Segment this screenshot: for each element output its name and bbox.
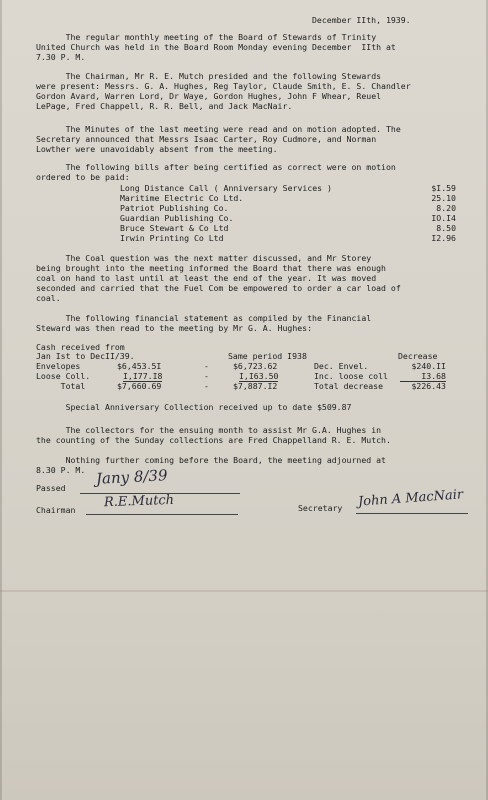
fin-same-period-heading: Same period I938 [228,351,307,361]
fin-heading: Jan Ist to DecII/39. [36,351,135,361]
fin-row-label: Total [36,381,86,391]
bill-name: Guardian Publishing Co. [120,213,234,223]
special-collection: Special Anniversary Collection received up to date $509.87 [36,402,352,412]
fin-row-change: $226.43 [411,381,446,391]
fin-row-change: I3.68 [400,371,446,382]
bill-amount: 8.20 [436,203,456,213]
para3-line: Lowther were unavoidably absent from the meeting. [36,144,278,154]
paper-fold [0,590,488,592]
fin-row-desc: Inc. loose coll [314,371,388,381]
bill-amount: 8.50 [436,223,456,233]
bill-name: Maritime Electric Co Ltd. [120,193,244,203]
para6-line: The following financial statement as compiled by the Financial [36,313,372,323]
bill-name: Bruce Stewart & Co Ltd [120,223,229,233]
bill-amount: 25.10 [431,193,456,203]
fin-row-dash: - [204,371,209,381]
para3-line: Secretary announced that Messrs Isaac Carter, Roy Cudmore, and Norman [36,134,377,144]
para8-line: Nothing further coming before the Board, the meeting adjourned at [36,455,386,465]
fin-row-change: $240.II [411,361,446,371]
fin-row-current: $6,453.5I [117,361,162,371]
bill-amount: IO.I4 [431,213,456,223]
para4-line: The following bills after being certified as correct were on motion [36,162,396,172]
passed-label: Passed [36,483,66,493]
para1-line: United Church was held in the Board Room Monday evening December IIth at [36,42,396,52]
fin-row-previous: I,I63.50 [239,371,279,381]
chairman-label: Chairman [36,505,76,515]
fin-row-dash: - [204,381,209,391]
bill-amount: $I.59 [431,183,456,193]
para7-line: the counting of the Sunday collections are Fred Chappelland R. E. Mutch. [36,435,391,445]
para8-line: 8.30 P. M. [36,465,86,475]
secretary-label: Secretary [298,503,343,513]
para5-line: seconded and carried that the Fuel Com be empowered to order a car load of [36,283,401,293]
page-left-edge [0,0,2,800]
para2-line: Gordon Avard, Warren Lord, Dr Waye, Gordon Hughes, John F Whear, Reuel [36,91,382,101]
fin-row-desc: Total decrease [314,381,384,391]
para1-line: 7.30 P. M. [36,52,86,62]
chairman-signature: R.E.Mutch [103,492,175,511]
para2-line: The Chairman, Mr R. E. Mutch presided and the following Stewards [36,71,382,81]
para5-line: being brought into the meeting informed the Board that there was enough [36,263,386,273]
bill-name: Irwin Printing Co Ltd [120,233,224,243]
secretary-line [356,513,468,514]
bill-name: Long Distance Call ( Anniversary Services ) [120,183,332,193]
secretary-signature: John A MacNair [357,487,464,510]
para6-line: Steward was then read to the meeting by Mr G. A. Hughes: [36,323,313,333]
fin-row-label: Loose Coll. [36,371,91,381]
fin-row-desc: Dec. Envel. [314,361,369,371]
fin-row-previous: $6,723.62 [233,361,278,371]
fin-decrease-heading: Decrease [398,351,438,361]
para2-line: LePage, Fred Chappell, R. R. Bell, and Jack MacNair. [36,101,293,111]
para3-line: The Minutes of the last meeting were read and on motion adopted. The [36,124,401,134]
fin-row-previous: $7,887.I2 [233,381,278,391]
para5-line: coal on hand to last until at least the end of the year. It was moved [36,273,377,283]
document-date: December IIth, 1939. [312,15,411,25]
bill-amount: I2.96 [431,233,456,243]
fin-heading: Cash received from [36,342,125,352]
fin-row-current: I,I77.I8 [123,371,163,381]
fin-row-dash: - [204,361,209,371]
fin-row-current: $7,660.69 [117,381,162,391]
passed-handwriting: Jany 8/39 [95,466,168,488]
para5-line: The Coal question was the next matter discussed, and Mr Storey [36,253,372,263]
para5-line: coal. [36,293,61,303]
fin-row-label: Envelopes [36,361,81,371]
bill-name: Patriot Publishing Co. [120,203,229,213]
para4-line: ordered to be paid: [36,172,130,182]
para2-line: were present: Messrs. G. A. Hughes, Reg Taylor, Claude Smith, E. S. Chandler [36,81,411,91]
para7-line: The collectors for the ensuing month to assist Mr G.A. Hughes in [36,425,382,435]
para1-line: The regular monthly meeting of the Board of Stewards of Trinity [36,32,377,42]
chairman-line [86,514,238,515]
